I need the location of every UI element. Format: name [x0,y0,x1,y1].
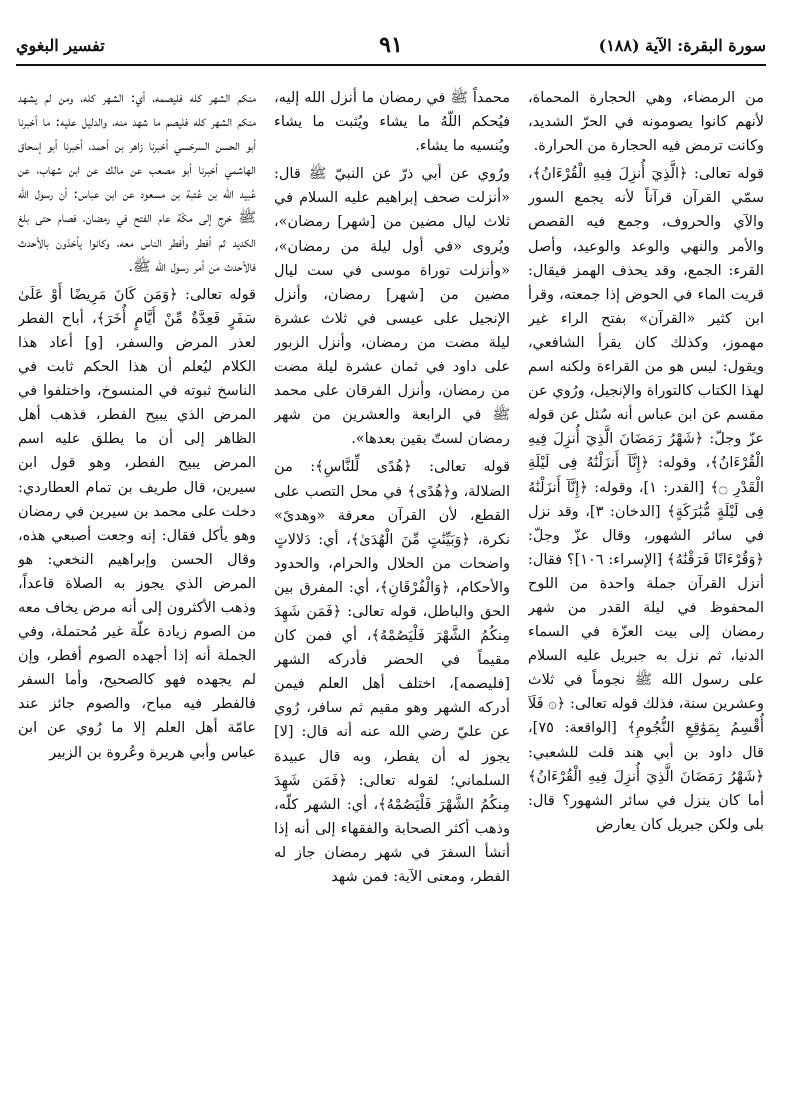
paragraph: قوله تعالى: ﴿وَمَن كَانَ مَرِيضًا أَوْ عَلَىٰ سَفَرٍ فَعِدَّةٌ مِّنْ أَيَّامٍ أُخَرَ﴾، أباح الفطر لعذر المرض والسفر، [و] أعاد هذا الكلام ليُعلم أن هذا الحكم ثابت في الناسخ ثبوته في المنسوخ، واختلفوا في المرض الذي يبيح الفطر، فذهب أهل الظاهر إلى أن ما يطلق عليه اسم المرض يبيح الفطر، وهو قول ابن سيرين، قال طريف بن تمام العطاردي: دخلت على محمد بن سيرين في رمضان وهو يأكل فقال: إنه وجعت أصبعي هذه، وقال الحسن وإبراهيم النخعي: هو المرض الذي يجوز به الصلاة قاعداً، وذهب الأكثرون إلى أنه مرض يخاف معه من الصوم زيادة علّة غير مُحتملة، وفي الجملة أنه إذا أجهده الصوم أفطر، وإن لم يجهده فهو كالصحيح، وأما السفر فالفطر فيه مباح، والصوم جائز عند عامّة أهل العلم إلا ما رُوي عن ابن عباس وأبي هريرة وعُروة بن الزبير [18,286,256,761]
paragraph: قوله تعالى: ﴿هُدًى لِّلنَّاسِ﴾: من الضلالة، و﴿هُدًى﴾ في محل التصب على القطع، لأن القرآن معرفة «وهدىً» نكرة، ﴿وَبَيِّنَٰتٍ مِّنَ الْهُدَىٰ﴾، أي: دَلالاتٍ واضحات من الحلال والحرام، والحدود والأحكام، ﴿وَالْفُرْقَانِ﴾، أي: المفرق بين الحق والباطل، قوله تعالى: ﴿فَمَن شَهِدَ مِنكُمُ الشَّهْرَ فَلْيَصُمْهُ﴾، أي فمن كان مقيماً في الحضر فأدركه الشهر [فليصمه]، اختلف أهل العلم فيمن أدركه الشهر وهو مقيم ثم سافر، رُوي عن عليّ رضي الله عنه أنه قال: [لا] يجوز له أن يفطر، وبه قال عبيدة السلماني؛ لقوله تعالى: ﴿فَمَن شَهِدَ مِنكُمُ الشَّهْرَ فَلْيَصُمْهُ﴾، أي: الشهر كلّه، وذهب أكثر الصحابة والفقهاء إلى أنه إذا أنشأ السفرَ في شهر رمضان جاز له الفطر، ومعنى الآية: فمن شهد [274,459,510,885]
book-title: تفسير البغوي [16,36,105,55]
paragraph: ورُوي عن أبي ذرّ عن النبيّ ﷺ قال: «أنزلت صحف إبراهيم عليه السلام في ثلاث ليال مضين من [شهر] رمضان»، ويُروى «في أول ليلة من رمضان»، «وأنزلت توراة موسى في ست ليال مضين من [شهر] رمضان، وأنزل الإنجيل على عيسى في ثلاث عشرة ليلة مضت من رمضان، وأنزل الزبور على داود في ثمان عشرة ليلة مضت من رمضان، وأنزل الفرقان على محمد ﷺ في الرابعة والعشرين من شهر رمضان لستّ بقين بعدها». [274,166,510,448]
paragraph: من الرمضاء، وهي الحجارة المحماة، لأنهم كانوا يصومونه في الحرّ الشديد، وكانت ترمض فيه الحجارة من الحرارة. [528,90,764,155]
paragraph: قوله تعالى: ﴿الَّذِيٓ أُنزِلَ فِيهِ الْقُرْءَانُ﴾، سمّي القرآن قرآناً لأنه يجمع السور والآي والحروف، وجمع فيه القصص والأمر والنهي والوعد والوعيد، وأصل القرء: الجمع، وقد يحذف الهمز فيقال: قريت الماء في الحوض إذا جمعته، وقرأ ابن كثير «القرآن» بفتح الراء غير مهموز، وكذلك كان يقرأ الشافعي، ويقول: ليس هو من القراءة ولكنه اسم لهذا الكتاب كالتوراة والإنجيل، ورُوي عن مقسم عن ابن عباس أنه سُئل عن قوله عزّ وجلّ: ﴿شَهْرُ رَمَضَانَ الَّذِيٓ أُنزِلَ فِيهِ الْقُرْءَانُ﴾، وقوله: ﴿إِنَّآ أَنزَلْنَٰهُ فِى لَيْلَةِ الْقَدْرِ ۝﴾ [القدر: ١]، وقوله: ﴿إِنَّآ أَنزَلْنَٰهُ فِى لَيْلَةٍ مُّبَٰرَكَةٍ﴾ [الدخان: ٣]، وقد نزل في سائر الشهور، وقال عزّ وجلّ: ﴿وَقُرْءَانًا فَرَقْنَٰهُ﴾ [الإسراء: ١٠٦]؟ فقال: أنزل القرآن جملة واحدة من اللوح المحفوظ في ليلة القدر من شهر رمضان إلى بيت العزّة في السماء الدنيا، ثم نزل به جبريل عليه السلام على رسول الله ﷺ نجوماً في ثلاث وعشرين سنة، فذلك قوله تعالى: ﴿۞ فَلَآ أُقْسِمُ بِمَوَٰقِعِ النُّجُومِ﴾ [الواقعة: ٧٥]، قال داود بن أبي هند قلت للشعبي: ﴿شَهْرُ رَمَضَانَ الَّذِيٓ أُنزِلَ فِيهِ الْقُرْءَانُ﴾ أما كان ينزل في سائر الشهور؟ قال: بلى ولكن جبريل كان يعارض [528,166,764,833]
page-number: ٩١ [379,32,403,58]
paragraph: محمداً ﷺ في رمضان ما أنزل الله إليه، فيُحكم اللّهُ ما يشاء ويُثبت ما يشاء ويُنسيه ما يشاء. [274,90,510,155]
text-column-middle [274,86,510,1086]
text-column-left [18,86,256,1086]
running-header [16,32,766,64]
surah-reference: سورة البقرة: الآية (١٨٨) [598,36,766,55]
text-column-right [528,86,764,1086]
header-divider [16,64,766,66]
paragraph: منكم الشهر كله فليصمه، أي: الشهر كله، ومن لم يشهد منكم الشهر كله فليصم ما شهد منه، والدليل عليه: ما أخبرنا أبو الحسن السرخسي أخبرنا زاهر بن أحمد، أخبرنا أبو إسحاق الهاشمي أخبرنا أبو مصعب عن مالك عن ابن شهاب، عن عُبيد الله بن عُتبة بن مسعود عن ابن عباس: أن رسول الله ﷺ خرج إلى مكّة عام الفتح في رمضان، فصام حتى بلغ الكديد ثم أفطر وأفطر الناس معه، وكانوا يأخذون بالأحدث فالأحدث من أمر رسول الله ﷺ. [18,90,256,275]
